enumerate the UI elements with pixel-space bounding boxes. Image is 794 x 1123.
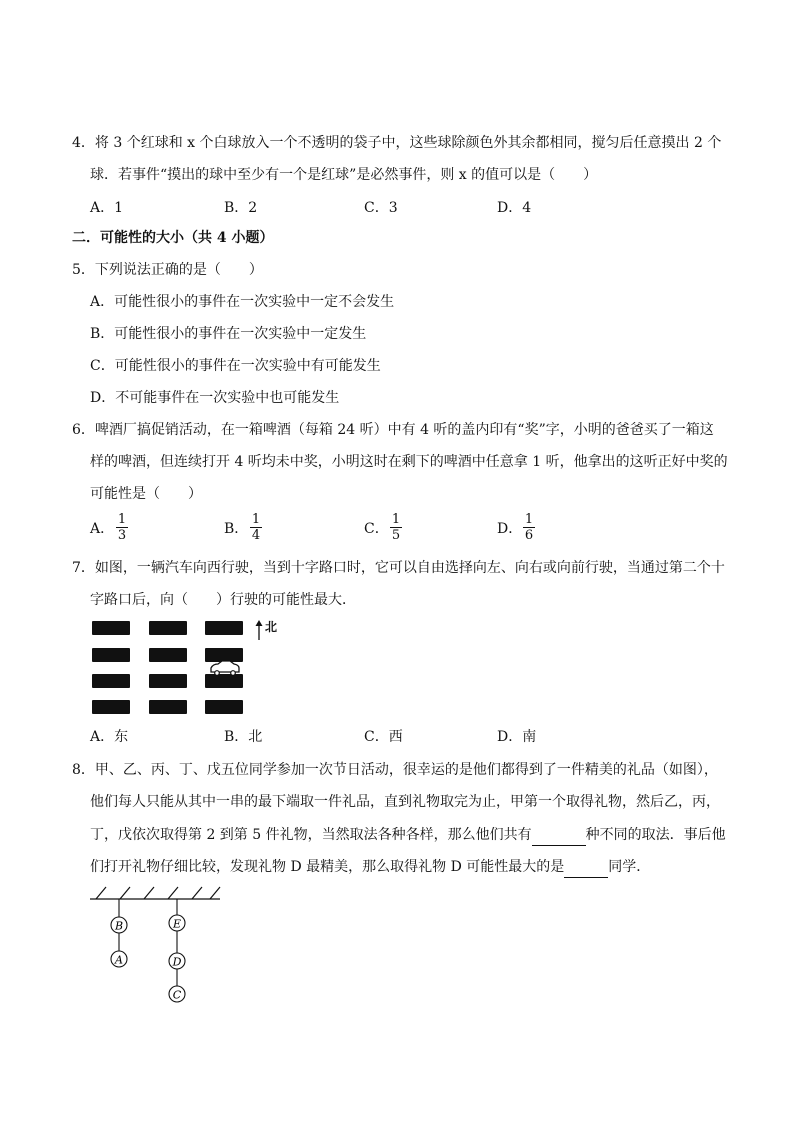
fraction-numerator: 1 [117, 512, 127, 527]
q6-option-d-letter: D． [497, 521, 523, 537]
q6-option-b-letter: B． [224, 521, 249, 537]
q7-line2: 字路口后，向（ ）行驶的可能性最大． [90, 592, 356, 608]
fraction-denominator: 4 [251, 528, 261, 543]
gift-node-a: A [115, 953, 123, 967]
q5-option-c: C．可能性很小的事件在一次实验中有可能发生 [90, 358, 381, 374]
fraction-numerator: 1 [391, 512, 401, 527]
fraction-numerator: 1 [251, 512, 261, 527]
q6-line1: 6．啤酒厂搞促销活动，在一箱啤酒（每箱 24 听）中有 4 听的盖内印有“奖”字，小明的爸爸买了一箱这 [72, 422, 714, 438]
q6-option-b-fraction [249, 512, 263, 543]
q7-option-a: A．东 [90, 729, 129, 745]
q8-line4 [90, 857, 650, 878]
city-block [149, 700, 187, 714]
q6-option-a-fraction [115, 512, 129, 543]
city-block [149, 648, 187, 662]
answer-blank-1[interactable] [532, 825, 586, 846]
city-block [92, 700, 130, 714]
q5-option-d: D．不可能事件在一次实验中也可能发生 [90, 390, 340, 406]
q8-line4-start: 们打开礼物仔细比较，发现礼物 D 最精美，那么取得礼物 D 可能性最大的是 [90, 859, 565, 875]
section-title: 二．可能性的大小（共 4 小题） [72, 230, 274, 246]
q7-option-d: D．南 [497, 729, 537, 745]
q4-option-d: D．4 [497, 200, 532, 216]
city-block [205, 700, 243, 714]
q4-line2: 球．若事件“摸出的球中至少有一个是红球”是必然事件，则 x 的值可以是（ ） [90, 167, 598, 183]
fraction-denominator: 5 [391, 528, 401, 543]
q8-line2: 他们每人只能从其中一串的最下端取一件礼品，直到礼物取完为止，甲第一个取得礼物，然后乙，丙， [90, 794, 720, 810]
q6-line2: 样的啤酒，但连续打开 4 听均未中奖，小明这时在剩下的啤酒中任意拿 1 听，他拿出的这听正好中奖的 [90, 454, 728, 470]
gift-node-b: B [114, 919, 124, 933]
city-block [149, 674, 187, 688]
city-block [92, 621, 130, 635]
q7-option-c: C．西 [364, 729, 403, 745]
q5-option-a: A．可能性很小的事件在一次实验中一定不会发生 [90, 294, 395, 310]
north-label: 北 [265, 620, 278, 634]
q4-option-a: A．1 [90, 200, 124, 216]
fraction-numerator: 1 [524, 512, 534, 527]
answer-blank-2[interactable] [564, 857, 608, 878]
q4-option-b: B．2 [224, 200, 258, 216]
fraction-denominator: 3 [117, 528, 127, 543]
fraction-denominator: 6 [524, 528, 534, 543]
car-icon [208, 660, 242, 676]
q6-line3: 可能性是（ ） [90, 486, 202, 502]
q7-option-b: B．北 [224, 729, 263, 745]
q6-option-a-letter: A． [90, 521, 115, 537]
q5-option-b: B．可能性很小的事件在一次实验中一定发生 [90, 326, 367, 342]
q8-line3 [90, 825, 726, 846]
q8-line4-end: 同学． [608, 859, 651, 875]
q6-option-d-fraction [522, 512, 536, 543]
city-block [205, 674, 243, 688]
q8-line1: 8．甲、乙、丙、丁、戊五位同学参加一次节日活动，很幸运的是他们都得到了一件精美的礼品（如图）， [72, 762, 718, 778]
q8-line3-end: 种不同的取法．事后他 [585, 827, 726, 843]
q4-option-c: C．3 [364, 200, 398, 216]
city-block [92, 648, 130, 662]
city-block [149, 621, 187, 635]
gift-node-d: D [172, 955, 182, 969]
city-block [92, 674, 130, 688]
q7-line1: 7．如图，一辆汽车向西行驶，当到十字路口时，它可以自由选择向左、向右或向前行驶，当通过第二个十 [72, 560, 725, 576]
q6-option-c-letter: C． [364, 521, 389, 537]
north-arrow-icon [254, 620, 264, 640]
q6-option-c-fraction [389, 512, 403, 543]
gift-node-c: C [172, 988, 182, 1002]
q5-stem: 5．下列说法正确的是（ ） [72, 262, 263, 278]
q8-line3-start: 丁，戊依次取得第 2 到第 5 件礼物，当然取法各种各样，那么他们共有 [90, 827, 532, 843]
city-block [205, 621, 243, 635]
gift-strings-figure [88, 880, 228, 1006]
gift-node-e: E [172, 917, 182, 931]
q4-line1: 4．将 3 个红球和 x 个白球放入一个不透明的袋子中，这些球除颜色外其余都相同，搅匀后任意摸出 2 个 [72, 135, 722, 151]
